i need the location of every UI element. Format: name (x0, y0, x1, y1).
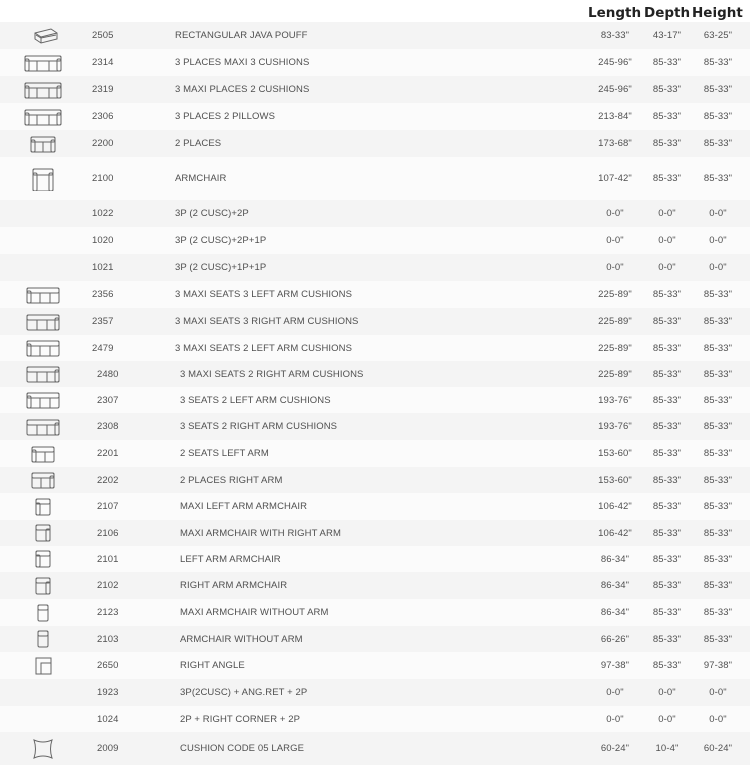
sofa-3-seats-right-arm-icon (18, 413, 68, 440)
height-value: 85-33" (703, 368, 733, 380)
product-description: CUSHION CODE 05 LARGE (180, 743, 305, 754)
height-value: 85-33" (703, 607, 733, 618)
product-description: 3P (2 CUSC)+1P+1P (175, 262, 267, 273)
sofa-3-2-cushions-icon (18, 76, 68, 103)
table-row (0, 22, 750, 49)
sofa-3-left-arm-icon (18, 281, 68, 308)
product-code: 2202 (97, 474, 119, 486)
height-value: 0-0" (709, 262, 727, 273)
product-description: 2P + RIGHT CORNER + 2P (180, 713, 301, 725)
armless-chair-icon (18, 626, 68, 652)
sofa-3-pillows-icon (18, 103, 68, 130)
table-row (0, 599, 750, 626)
product-description: 3 MAXI SEATS 3 RIGHT ARM CUSHIONS (175, 316, 359, 327)
height-value: 85-33" (703, 173, 733, 184)
height-value: 85-33" (703, 316, 733, 327)
length-value: 0-0" (606, 687, 624, 698)
product-description: RIGHT ANGLE (180, 660, 245, 671)
product-code: 2650 (97, 660, 119, 671)
empty-icon-cell (18, 254, 68, 281)
sofa-2-left-arm-icon (18, 440, 68, 467)
product-description: RECTANGULAR JAVA POUFF (175, 30, 308, 41)
length-value: 106-42" (598, 501, 632, 512)
depth-value: 85-33" (652, 289, 682, 300)
product-description: 2 SEATS LEFT ARM (180, 448, 269, 459)
length-value: 225-89" (598, 289, 632, 300)
product-code: 1022 (92, 208, 114, 219)
product-code: 2123 (97, 607, 119, 618)
table-row (0, 281, 750, 308)
length-value: 225-89" (598, 342, 632, 354)
length-value: 66-26" (600, 633, 630, 645)
depth-value: 0-0" (658, 262, 676, 273)
height-value: 85-33" (703, 553, 733, 565)
sofa-3-2-right-arm-icon (18, 361, 68, 387)
depth-value: 85-33" (652, 607, 682, 618)
length-value: 0-0" (606, 713, 624, 725)
table-row (0, 103, 750, 130)
length-value: 193-76" (598, 421, 632, 432)
depth-value: 85-33" (652, 138, 682, 149)
length-value: 60-24" (600, 743, 630, 754)
height-value: 85-33" (703, 527, 733, 539)
table-row (0, 49, 750, 76)
product-code: 2306 (92, 111, 114, 122)
product-code: 2479 (92, 342, 114, 354)
product-description: RIGHT ARM ARMCHAIR (180, 580, 288, 591)
product-description: 2 PLACES (175, 138, 222, 149)
product-description: 3 MAXI SEATS 3 LEFT ARM CUSHIONS (175, 289, 353, 300)
length-value: 225-89" (598, 316, 632, 327)
depth-value: 0-0" (658, 208, 676, 219)
product-code: 2107 (97, 501, 119, 512)
table-row (0, 732, 750, 765)
depth-value: 85-33" (652, 553, 682, 565)
height-value: 85-33" (703, 421, 733, 432)
product-description: 3P(2CUSC) + ANG.RET + 2P (180, 687, 308, 698)
table-row (0, 520, 750, 546)
table-row (0, 493, 750, 520)
depth-value: 0-0" (658, 713, 676, 725)
table-row (0, 440, 750, 467)
depth-value: 85-33" (652, 474, 682, 486)
height-value: 85-33" (703, 501, 733, 512)
corner-icon (18, 652, 68, 679)
length-value: 0-0" (606, 235, 624, 246)
length-value: 213-84" (598, 111, 632, 122)
depth-value: 85-33" (652, 527, 682, 539)
product-code: 2356 (92, 289, 114, 300)
length-value: 193-76" (598, 394, 632, 406)
pouf-icon (18, 22, 68, 49)
table-row (0, 652, 750, 679)
table-header (0, 0, 750, 22)
product-description: 3 MAXI PLACES 2 CUSHIONS (175, 84, 310, 95)
product-description: 2 PLACES RIGHT ARM (180, 474, 283, 486)
table-row (0, 157, 750, 200)
depth-value: 85-33" (652, 394, 682, 406)
product-code: 2009 (97, 743, 119, 754)
product-code: 2102 (97, 580, 119, 591)
product-code: 2200 (92, 138, 114, 149)
left-armchair-icon (18, 546, 68, 572)
table-row (0, 387, 750, 413)
sofa-3-seats-left-arm-icon (18, 387, 68, 413)
table-row (0, 361, 750, 387)
table-row (0, 308, 750, 335)
height-value: 85-33" (703, 580, 733, 591)
height-value: 60-24" (703, 743, 733, 754)
length-value: 173-68" (598, 138, 632, 149)
empty-icon-cell (18, 706, 68, 732)
depth-value: 0-0" (658, 235, 676, 246)
right-armchair-icon (18, 572, 68, 599)
sofa-3-maxi-icon (18, 49, 68, 76)
product-description: 3 MAXI SEATS 2 LEFT ARM CUSHIONS (175, 342, 353, 354)
sofa-2-right-arm-icon (18, 467, 68, 493)
table-row (0, 572, 750, 599)
product-code: 2480 (97, 368, 119, 380)
product-description: LEFT ARM ARMCHAIR (180, 553, 281, 565)
table-row (0, 679, 750, 706)
product-description: ARMCHAIR WITHOUT ARM (180, 633, 303, 645)
table-row (0, 706, 750, 732)
length-header: Length (588, 5, 642, 21)
height-value: 85-33" (703, 448, 733, 459)
depth-value: 10-4" (655, 743, 679, 754)
depth-value: 85-33" (652, 316, 682, 327)
product-code: 1024 (97, 713, 119, 725)
product-code: 2319 (92, 84, 114, 95)
height-value: 85-33" (703, 84, 733, 95)
product-description: 3P (2 CUSC)+2P (175, 208, 249, 219)
maxi-armless-chair-icon (18, 599, 68, 626)
length-value: 245-96" (598, 57, 632, 68)
depth-value: 85-33" (652, 660, 682, 671)
armchair-icon (18, 157, 68, 200)
product-code: 1020 (92, 235, 114, 246)
depth-value: 85-33" (652, 57, 682, 68)
product-code: 1923 (97, 687, 119, 698)
length-value: 245-96" (598, 84, 632, 95)
product-code: 2101 (97, 553, 119, 565)
height-value: 63-25" (703, 30, 733, 41)
product-description: ARMCHAIR (175, 173, 227, 184)
table-row (0, 130, 750, 157)
maxi-right-armchair-icon (18, 520, 68, 546)
table-row (0, 626, 750, 652)
empty-icon-cell (18, 200, 68, 227)
product-code: 1021 (92, 262, 114, 273)
depth-value: 85-33" (652, 421, 682, 432)
depth-value: 85-33" (652, 501, 682, 512)
table-row (0, 413, 750, 440)
length-value: 86-34" (600, 553, 630, 565)
height-value: 85-33" (703, 111, 733, 122)
product-code: 2100 (92, 173, 114, 184)
height-value: 0-0" (709, 235, 727, 246)
table-row (0, 254, 750, 281)
length-value: 97-38" (600, 660, 630, 671)
height-header: Height (692, 5, 743, 21)
depth-header: Depth (644, 5, 691, 21)
maxi-left-armchair-icon (18, 493, 68, 520)
depth-value: 43-17" (652, 30, 682, 41)
length-value: 0-0" (606, 262, 624, 273)
length-value: 83-33" (600, 30, 630, 41)
table-row (0, 227, 750, 254)
length-value: 86-34" (600, 607, 630, 618)
empty-icon-cell (18, 227, 68, 254)
height-value: 97-38" (703, 660, 733, 671)
product-code: 2314 (92, 57, 114, 68)
product-description: 3 SEATS 2 LEFT ARM CUSHIONS (180, 394, 331, 406)
product-description: 3 PLACES MAXI 3 CUSHIONS (175, 57, 310, 68)
height-value: 85-33" (703, 474, 733, 486)
height-value: 85-33" (703, 138, 733, 149)
depth-value: 85-33" (652, 342, 682, 354)
sofa-3-2-left-arm-icon (18, 335, 68, 361)
depth-value: 0-0" (658, 687, 676, 698)
depth-value: 85-33" (652, 580, 682, 591)
length-value: 86-34" (600, 580, 630, 591)
length-value: 153-60" (598, 474, 632, 486)
table-row (0, 467, 750, 493)
sofa-2-icon (18, 130, 68, 157)
product-description: 3P (2 CUSC)+2P+1P (175, 235, 267, 246)
height-value: 85-33" (703, 633, 733, 645)
table-body (0, 22, 750, 765)
length-value: 0-0" (606, 208, 624, 219)
product-description: MAXI ARMCHAIR WITH RIGHT ARM (180, 527, 341, 539)
height-value: 0-0" (709, 713, 727, 725)
depth-value: 85-33" (652, 84, 682, 95)
product-code: 2201 (97, 448, 119, 459)
height-value: 85-33" (703, 394, 733, 406)
table-row (0, 335, 750, 361)
height-value: 85-33" (703, 289, 733, 300)
product-code: 2103 (97, 633, 119, 645)
length-value: 225-89" (598, 368, 632, 380)
product-code: 2308 (97, 421, 119, 432)
empty-icon-cell (18, 679, 68, 706)
height-value: 0-0" (709, 687, 727, 698)
depth-value: 85-33" (652, 448, 682, 459)
product-code: 2307 (97, 394, 119, 406)
product-description: 3 SEATS 2 RIGHT ARM CUSHIONS (180, 421, 338, 432)
depth-value: 85-33" (652, 368, 682, 380)
height-value: 0-0" (709, 208, 727, 219)
length-value: 153-60" (598, 448, 632, 459)
product-description: MAXI LEFT ARM ARMCHAIR (180, 501, 308, 512)
cushion-icon (18, 732, 68, 765)
table-row (0, 200, 750, 227)
table-row (0, 546, 750, 572)
depth-value: 85-33" (652, 633, 682, 645)
height-value: 85-33" (703, 342, 733, 354)
length-value: 107-42" (598, 173, 632, 184)
product-code: 2357 (92, 316, 114, 327)
table-row (0, 76, 750, 103)
length-value: 106-42" (598, 527, 632, 539)
product-code: 2106 (97, 527, 119, 539)
depth-value: 85-33" (652, 173, 682, 184)
height-value: 85-33" (703, 57, 733, 68)
sofa-3-right-arm-icon (18, 308, 68, 335)
product-code: 2505 (92, 30, 114, 41)
product-description: MAXI ARMCHAIR WITHOUT ARM (180, 607, 329, 618)
product-description: 3 MAXI SEATS 2 RIGHT ARM CUSHIONS (180, 368, 364, 380)
product-description: 3 PLACES 2 PILLOWS (175, 111, 276, 122)
depth-value: 85-33" (652, 111, 682, 122)
